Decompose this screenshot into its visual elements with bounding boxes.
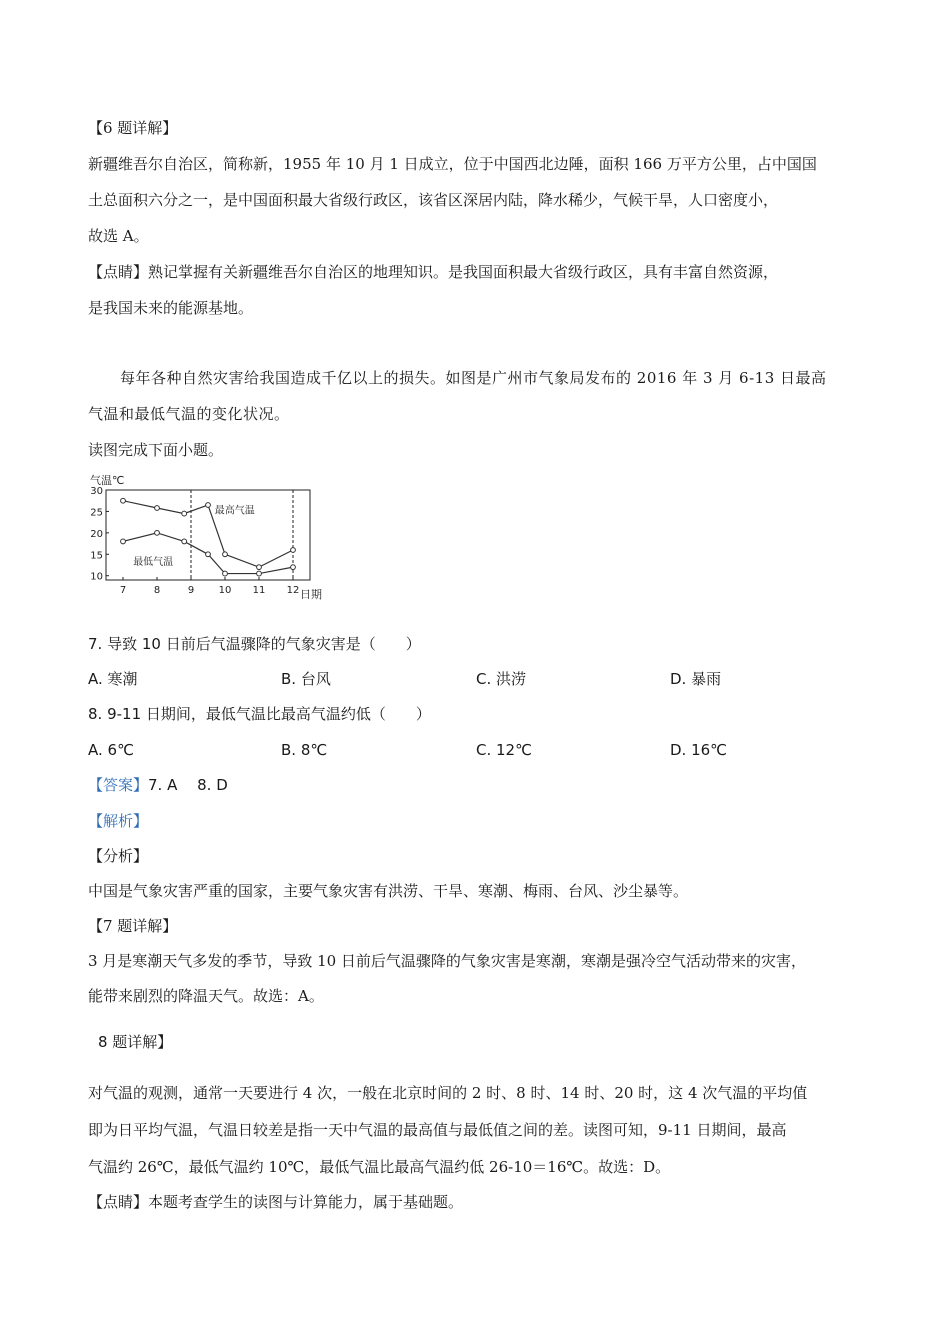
fenxi-heading: 【分析】 <box>88 847 149 865</box>
chart-x-tick-label: 9 <box>187 585 195 596</box>
answer-text: 7. A 8. D <box>148 776 228 794</box>
q8-option-b[interactable]: B. 8℃ <box>281 741 328 759</box>
q7-detail-line-1: 3 月是寒潮天气多发的季节，导致 10 日前后气温骤降的气象灾害是寒潮，寒潮是强冷空气活动带来的灾害， <box>88 952 806 970</box>
chart-point <box>257 571 262 576</box>
q7-option-d[interactable]: D. 暴雨 <box>670 670 722 688</box>
q8-stem: 8. 9-11 日期间，最低气温比最高气温约低（ ） <box>88 705 431 723</box>
chart-series-label: 最高气温 <box>214 505 255 517</box>
analysis-label: 【解析】 <box>88 812 149 830</box>
chart-xlabel: 日期 <box>300 588 322 600</box>
chart-x-tick-label: 10 <box>218 585 232 596</box>
q7-detail-heading: 【7 题详解】 <box>88 917 178 935</box>
q8-detail-heading: 8 题详解】 <box>98 1033 173 1051</box>
chart-point <box>121 498 126 503</box>
intro-line-2: 气温和最低气温的变化状况。 <box>88 405 290 423</box>
chart-point <box>182 539 187 544</box>
chart-point <box>206 552 211 557</box>
q7-option-a[interactable]: A. 寒潮 <box>88 670 138 688</box>
answer-label: 【答案】 <box>88 776 149 794</box>
chart-series-label: 最低气温 <box>133 557 174 568</box>
q8-detail-line-1: 对气温的观测，通常一天要进行 4 次，一般在北京时间的 2 时、8 时、14 时、20 时，这 4 次气温的平均值 <box>88 1084 808 1102</box>
q7-stem: 7. 导致 10 日前后气温骤降的气象灾害是（ ） <box>88 635 421 653</box>
chart-y-tick-label: 25 <box>90 507 103 519</box>
chart-x-tick-label: 11 <box>252 585 266 596</box>
chart-point <box>155 530 160 535</box>
intro-line-1: 每年各种自然灾害给我国造成千亿以上的损失。如图是广州市气象局发布的 2016 年 3 月 6-13 日最高 <box>120 369 827 387</box>
q7-option-b[interactable]: B. 台风 <box>281 670 331 688</box>
chart-ylabel: 气温℃ <box>90 474 125 487</box>
q7-detail-line-2: 能带来剧烈的降温天气。故选：A。 <box>88 987 324 1005</box>
q8-detail-line-3: 气温约 26℃，最低气温约 10℃，最低气温比最高气温约低 26-10＝16℃。故选：D。 <box>88 1158 671 1176</box>
chart-point <box>257 565 262 570</box>
chart-point <box>182 511 187 516</box>
q6-explain-line-3: 故选 A。 <box>88 227 149 245</box>
q7-option-c[interactable]: C. 洪涝 <box>476 670 527 688</box>
chart-x-tick-label: 8 <box>153 585 161 596</box>
q8-detail-line-2: 即为日平均气温，气温日较差是指一天中气温的最高值与最低值之间的差。读图可知，9-11 日期间，最高 <box>88 1121 787 1139</box>
chart-y-tick-label: 15 <box>90 550 103 562</box>
chart-y-tick-label: 10 <box>90 571 103 583</box>
intro-line-3: 读图完成下面小题。 <box>88 441 224 459</box>
chart-x-tick-label: 7 <box>119 585 127 596</box>
q6-explain-line-2: 土总面积六分之一，是中国面积最大省级行政区，该省区深居内陆，降水稀少，气候干旱，人口密度小， <box>88 191 779 209</box>
temperature-chart <box>88 470 328 600</box>
chart-point <box>223 571 228 576</box>
q8-option-d[interactable]: D. 16℃ <box>670 741 728 759</box>
chart-point <box>206 503 211 508</box>
chart-point <box>291 548 296 553</box>
q6-explain-line-1: 新疆维吾尔自治区，简称新，1955 年 10 月 1 日成立，位于中国西北边陲，面积 166 万平方公里，占中国国 <box>88 155 817 173</box>
q6-tip-line-1: 【点睛】熟记掌握有关新疆维吾尔自治区的地理知识。是我国面积最大省级行政区，具有丰富自然资源， <box>88 263 779 281</box>
chart-point <box>155 506 160 511</box>
q6-heading: 【6 题详解】 <box>88 119 178 137</box>
q6-tip-line-2: 是我国未来的能源基地。 <box>88 299 254 317</box>
q8-tip: 【点睛】本题考查学生的读图与计算能力，属于基础题。 <box>88 1193 464 1211</box>
chart-x-tick-label: 12 <box>286 585 300 596</box>
chart-point <box>121 539 126 544</box>
chart-y-tick-label: 30 <box>90 486 103 497</box>
chart-point <box>291 565 296 570</box>
answer-line <box>88 775 228 795</box>
fenxi-text: 中国是气象灾害严重的国家，主要气象灾害有洪涝、干旱、寒潮、梅雨、台风、沙尘暴等。 <box>88 882 689 900</box>
chart-point <box>223 552 228 557</box>
q8-option-a[interactable]: A. 6℃ <box>88 741 134 759</box>
chart-y-tick-label: 20 <box>90 528 103 540</box>
q8-option-c[interactable]: C. 12℃ <box>476 741 532 759</box>
